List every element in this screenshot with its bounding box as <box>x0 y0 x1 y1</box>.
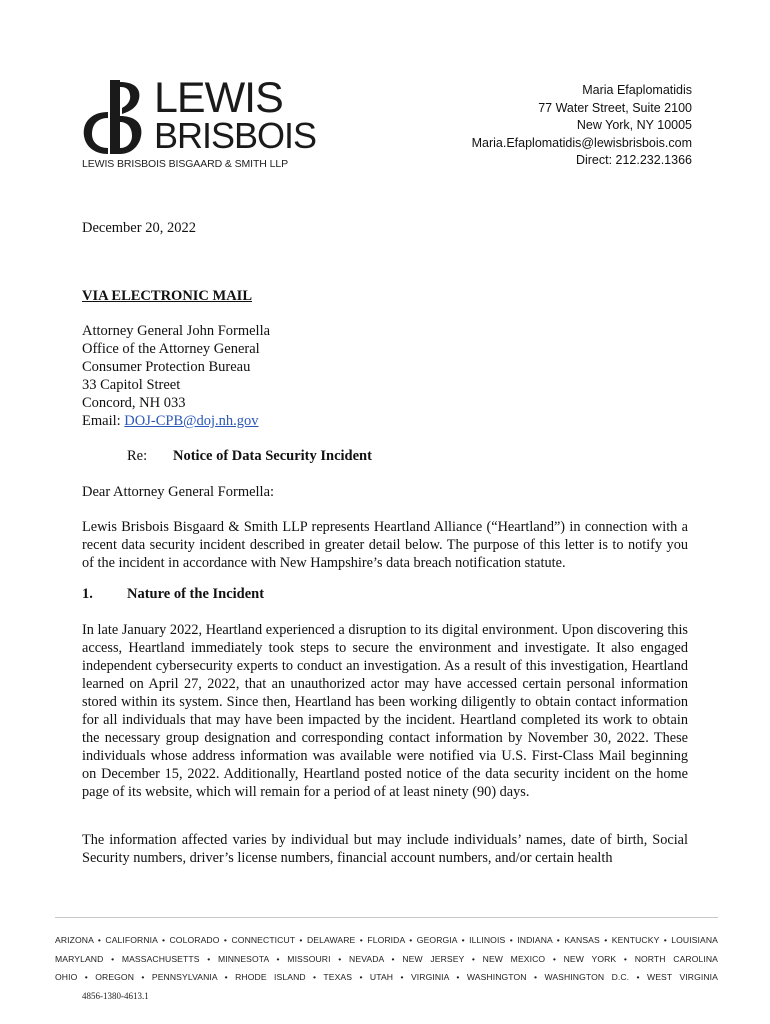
sender-email[interactable]: Maria.Efaplomatidis@lewisbrisbois.com <box>471 135 692 150</box>
logo-wordmark-line1: LEWIS <box>154 74 283 122</box>
letter-date: December 20, 2022 <box>82 220 196 236</box>
recipient-address <box>82 322 270 430</box>
incident-paragraph: In late January 2022, Heartland experienced a disruption to its digital environment. Upon discovering this access, Heartland immediately took steps to secure the environment and investigate. It also engaged independent cybersecurity experts to conduct an investigation. As a result of this investigation, Heartland learned on April 27, 2022, that an unauthorized actor may have accessed certain personal information stored within its system. Since then, Heartland has been working diligently to obtain contact information for all individuals that may have been impacted by the incident. Heartland completed its work to obtain the necessary group designation and corresponding contact information by November 30, 2022. These individuals whose address information was available were notified via U.S. First-Class Mail beginning on December 15, 2022. Additionally, Heartland posted notice of the data security incident on the home page of its website, which will remain for a period of at least ninety (90) days. <box>82 622 688 800</box>
footer-states-line: ARIZONA • CALIFORNIA • COLORADO • CONNECTICUT • DELAWARE • FLORIDA • GEORGIA • ILLINOIS • INDIANA • KANSAS • KENTUCKY • LOUISIANA <box>55 935 718 945</box>
firm-logo <box>80 74 317 173</box>
sender-street: 77 Water Street, Suite 2100 <box>538 100 692 115</box>
sender-city: New York, NY 10005 <box>576 118 692 133</box>
sender-direct-phone: Direct: 212.232.1366 <box>575 153 692 168</box>
salutation: Dear Attorney General Formella: <box>82 484 275 500</box>
re-label: Re: <box>127 448 148 464</box>
footer-divider <box>55 917 718 918</box>
sender-block <box>472 82 692 170</box>
footer-states-line: MARYLAND • MASSACHUSETTS • MINNESOTA • MISSOURI • NEVADA • NEW JERSEY • NEW MEXICO • NEW YORK • NORTH CAROLINA <box>55 954 718 964</box>
sender-name: Maria Efaplomatidis <box>582 83 692 97</box>
recipient-email-line <box>82 412 270 430</box>
recipient-line: Office of the Attorney General <box>82 341 260 357</box>
recipient-line: Concord, NH 033 <box>82 395 186 411</box>
recipient-line: Attorney General John Formella <box>82 323 271 339</box>
section-title: Nature of the Incident <box>127 586 265 602</box>
recipient-email-link[interactable]: DOJ-CPB@doj.nh.gov <box>124 413 259 429</box>
lewis-brisbois-logo-mark-icon <box>80 78 144 156</box>
delivery-method: VIA ELECTRONIC MAIL <box>82 288 252 304</box>
logo-firm-name: LEWIS BRISBOIS BISGAARD & SMITH LLP <box>82 158 288 170</box>
section-number: 1. <box>82 586 93 602</box>
re-subject: Notice of Data Security Incident <box>173 448 372 464</box>
logo-wordmark <box>154 74 317 156</box>
recipient-email-label: Email: <box>82 413 125 429</box>
recipient-line: Consumer Protection Bureau <box>82 359 251 375</box>
logo-wordmark-line2: BRISBOIS <box>154 115 317 156</box>
intro-paragraph: Lewis Brisbois Bisgaard & Smith LLP represents Heartland Alliance (“Heartland”) in connection with a recent data security incident described in greater detail below. The purpose of this letter is to notify you of the incident in accordance with New Hampshire’s data breach notification statute. <box>82 519 688 571</box>
document-number: 4856-1380-4613.1 <box>82 991 149 1001</box>
information-paragraph: The information affected varies by individual but may include individuals’ names, date of birth, Social Security numbers, driver’s license numbers, financial account numbers, and/or certain health <box>82 832 688 866</box>
footer-states-line: OHIO • OREGON • PENNSYLVANIA • RHODE ISLAND • TEXAS • UTAH • VIRGINIA • WASHINGTON • WASHINGTON D.C. • WEST VIRGINIA <box>55 972 718 982</box>
recipient-line: 33 Capitol Street <box>82 377 181 393</box>
